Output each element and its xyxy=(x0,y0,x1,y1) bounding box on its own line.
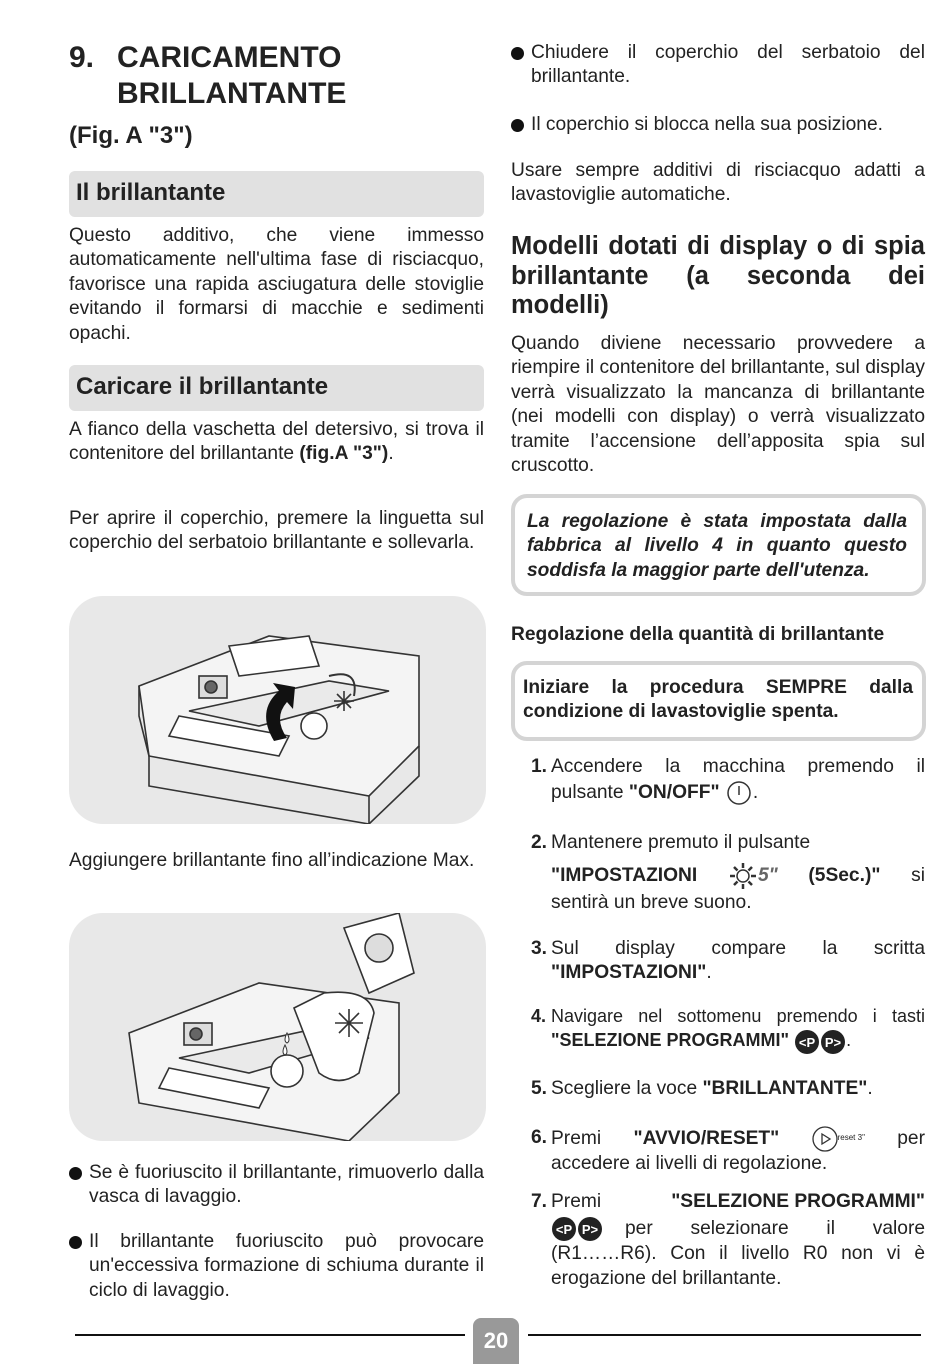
list-item: Se è fuoriuscito il brillantante, rimuoverlo dalla vasca di lavaggio. xyxy=(69,1161,484,1210)
note-text: Iniziare la procedura SEMPRE dalla condizione di lavastoviglie spenta. xyxy=(523,677,913,723)
subsection-title: Il brillantante xyxy=(76,179,226,206)
step-item: 3. Sul display compare la scritta "IMPOSTAZIONI". xyxy=(531,938,925,984)
bullet-icon xyxy=(511,119,524,132)
prev-program-icon xyxy=(551,1216,577,1242)
paragraph-fill-max: Aggiungere brillantante fino all’indicazione Max. xyxy=(69,850,475,871)
paragraph-display: Quando diviene necessario provvedere a riempire il contenitore del brillantante, sul display verrà visualizzato la mancanza di brillantante (nei modelli con display) o verrà visualizzato tramite l’accensione dell’apposita spia sul cruscotto. xyxy=(511,333,925,477)
subsection-band-brillantante xyxy=(69,171,484,217)
play-icon xyxy=(812,1126,838,1152)
svg-text:<P: <P xyxy=(555,1222,573,1238)
list-item: Chiudere il coperchio del serbatoio del brillantante. xyxy=(511,41,925,90)
paragraph-additive: Questo additivo, che viene immesso automaticamente nell'ultima fase di risciacquo, favorisce una rapida asciugatura delle stoviglie evitando il formarsi di macchie e sedimenti opachi. xyxy=(69,225,484,344)
list-item: Il brillantante fuoriuscito può provocare un'eccessiva formazione di schiuma durante il ciclo di lavaggio. xyxy=(69,1230,484,1303)
illustration-filling xyxy=(69,913,486,1141)
next-program-icon xyxy=(820,1029,846,1055)
step-item: 1. Accendere la macchina premendo il pulsante "ON/OFF" . xyxy=(531,755,925,807)
regulation-heading: Regolazione della quantità di brillantante xyxy=(511,624,885,645)
bullet-icon xyxy=(69,1236,82,1249)
note-box-procedure xyxy=(511,661,926,741)
paragraph-location: A fianco della vaschetta del detersivo, si trova il contenitore del brillantante (fig.A "3"). xyxy=(69,419,484,465)
note-box-factory xyxy=(511,494,926,596)
step-item: 5. Scegliere la voce "BRILLANTANTE". xyxy=(531,1078,873,1099)
bullet-icon xyxy=(511,47,524,60)
subsection-title: Caricare il brillantante xyxy=(76,373,329,400)
svg-text:P>: P> xyxy=(824,1034,842,1050)
svg-text:<P: <P xyxy=(798,1034,816,1050)
step-item: 7. Premi "SELEZIONE PROGRAMMI" <P P> per selezionare il valore (R1……R6). Con il livello R0 non vi è erogazione del brillantante. xyxy=(531,1191,925,1289)
footer-line-right xyxy=(528,1334,921,1336)
svg-text:P>: P> xyxy=(581,1222,599,1238)
section-title-text: CARICAMENTO BRILLANTANTE xyxy=(117,41,347,110)
dispenser-filling-drawing xyxy=(69,913,486,1141)
figure-reference: (Fig. A "3") xyxy=(69,122,193,149)
page-number: 20 xyxy=(473,1318,519,1364)
step-item: 6. Premi "AVVIO/RESET" $^{reset 3"}$ per accedere ai livelli di regolazione. xyxy=(531,1127,925,1174)
step-item: 4. Navigare nel sottomenu premendo i tasti "SELEZIONE PROGRAMMI" <P P> . xyxy=(531,1004,925,1055)
note-text: La regolazione è stata impostata dalla fabbrica al livello 4 in quanto questo soddisfa la maggior parte dell'utenza. xyxy=(527,511,907,581)
bullet-icon xyxy=(69,1167,82,1180)
list-item: Il coperchio si blocca nella sua posizione. xyxy=(511,113,925,137)
gear-icon xyxy=(728,861,758,891)
step-item: 2. Mantenere premuto il pulsante "IMPOSTAZIONI 5" (5Sec.)" si sentirà un breve suono. xyxy=(531,832,925,914)
dispenser-open-drawing xyxy=(69,596,486,824)
prev-program-icon xyxy=(794,1029,820,1055)
section-number: 9. xyxy=(69,41,95,74)
paragraph-additives: Usare sempre additivi di risciacquo adatti a lavastoviglie automatiche. xyxy=(511,160,925,206)
paragraph-open-lid: Per aprire il coperchio, premere la linguetta sul coperchio del serbatoio brillantante e sollevarla. xyxy=(69,508,484,554)
models-heading: Modelli dotati di display o di spia brillantante (a seconda dei modelli) xyxy=(511,232,925,319)
subsection-band-caricare xyxy=(69,365,484,411)
power-icon xyxy=(725,779,753,807)
footer-line-left xyxy=(75,1334,465,1336)
illustration-open-lid xyxy=(69,596,486,824)
next-program-icon xyxy=(577,1216,603,1242)
